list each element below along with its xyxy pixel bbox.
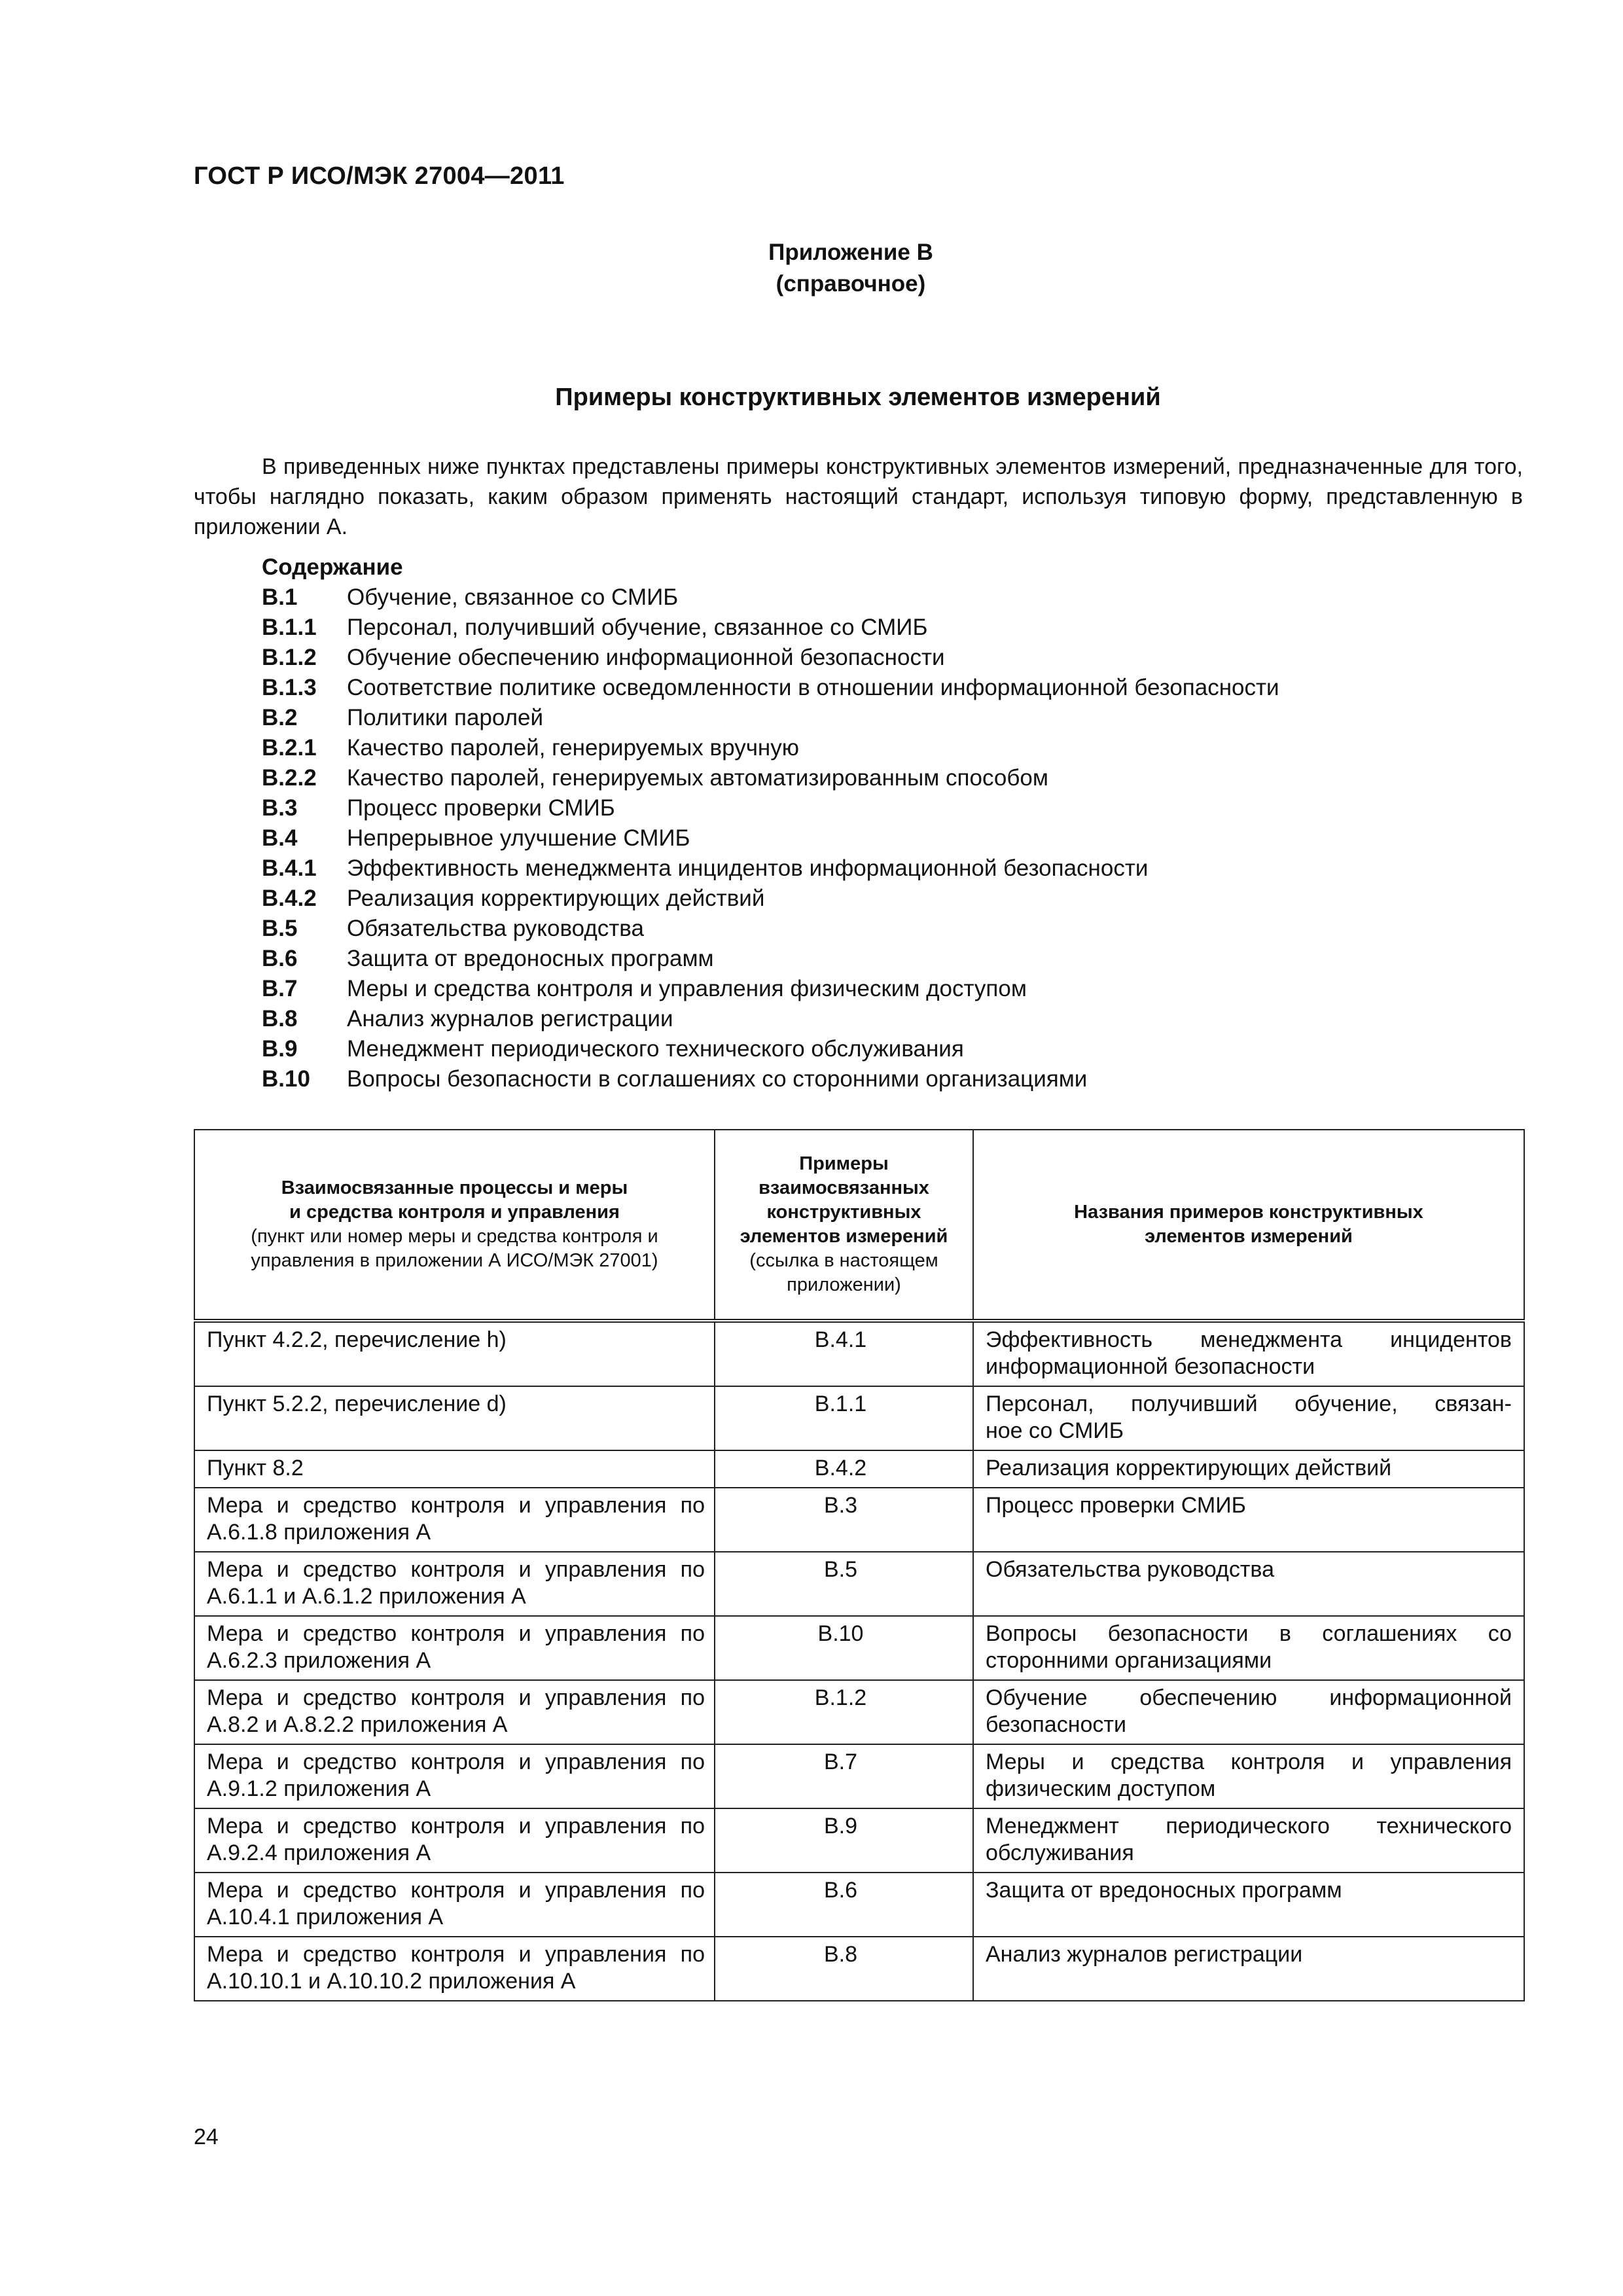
- toc-item-number: В.1.3: [262, 675, 317, 700]
- name-line: безопасности: [986, 1712, 1126, 1737]
- toc-item-number: В.4.1: [262, 855, 317, 881]
- toc-item: [262, 763, 1279, 793]
- name-line: ное со СМИБ: [986, 1418, 1124, 1443]
- name-cell: [973, 1386, 1524, 1450]
- toc-item: [262, 1064, 1279, 1094]
- name-line: информационной безопасности: [986, 1354, 1315, 1379]
- page-number: 24: [194, 2125, 219, 2149]
- table-row: [194, 1386, 1524, 1450]
- reference-cell: В.7: [715, 1744, 973, 1808]
- table-row: [194, 1744, 1524, 1808]
- process-cell: [194, 1386, 715, 1450]
- reference-cell: В.3: [715, 1488, 973, 1552]
- toc-item-number: В.1.2: [262, 645, 317, 670]
- table-header-row: [194, 1130, 1524, 1321]
- process-line: Мера и средство контроля и управления по: [207, 1685, 705, 1710]
- reference-cell: В.6: [715, 1873, 973, 1937]
- name-line: Обязательства руководства: [986, 1557, 1275, 1582]
- toc-item-text: Качество паролей, генерируемых вручную: [347, 735, 800, 761]
- toc-list: [262, 583, 1279, 1094]
- toc-item-text: Вопросы безопасности в соглашениях со сторонними организациями: [347, 1066, 1088, 1092]
- toc-item-number: В.4.2: [262, 886, 317, 911]
- process-line: А.10.10.1 и А.10.10.2 приложения А: [207, 1969, 576, 1994]
- header-names: Названия примеров конструктивных элементов измерений: [973, 1130, 1524, 1321]
- process-line: А.10.4.1 приложения А: [207, 1905, 444, 1929]
- section-title: Примеры конструктивных элементов измерений: [555, 384, 1161, 411]
- toc-item-number: В.9: [262, 1036, 298, 1062]
- name-cell: [973, 1808, 1524, 1873]
- toc-item-text: Меры и средства контроля и управления физическим доступом: [347, 976, 1027, 1001]
- reference-cell: В.9: [715, 1808, 973, 1873]
- toc-item-text: Качество паролей, генерируемых автоматизированным способом: [347, 765, 1048, 791]
- process-cell: [194, 1808, 715, 1873]
- table-row: [194, 1616, 1524, 1680]
- table-row: [194, 1321, 1524, 1386]
- toc-item-number: В.1: [262, 584, 298, 610]
- table-row: [194, 1450, 1524, 1488]
- toc-item-text: Анализ журналов регистрации: [347, 1006, 673, 1031]
- toc-item: [262, 1004, 1279, 1034]
- name-cell: [973, 1450, 1524, 1488]
- toc-item: [262, 823, 1279, 853]
- toc-item: [262, 884, 1279, 914]
- name-line: Обучение обеспечению информационной: [986, 1685, 1512, 1710]
- toc-item-text: Реализация корректирующих действий: [347, 886, 765, 911]
- toc-item-number: В.5: [262, 916, 298, 941]
- header-processes: Взаимосвязанные процессы и меры и средства контроля и управления (пункт или номер меры и средства контроля и управления в приложении А ИСО/МЭК 27001): [194, 1130, 715, 1321]
- name-cell: [973, 1321, 1524, 1386]
- toc-item: [262, 733, 1279, 763]
- name-line: Меры и средства контроля и управления: [986, 1749, 1512, 1774]
- table-row: [194, 1552, 1524, 1616]
- toc-item-text: Защита от вредоносных программ: [347, 946, 714, 971]
- process-line: Мера и средство контроля и управления по: [207, 1493, 705, 1518]
- process-cell: [194, 1450, 715, 1488]
- process-line: А.6.2.3 приложения А: [207, 1648, 431, 1673]
- name-cell: [973, 1873, 1524, 1937]
- toc-item-number: В.3: [262, 795, 298, 821]
- toc-item: [262, 793, 1279, 823]
- toc-item-text: Обучение, связанное со СМИБ: [347, 584, 679, 610]
- reference-cell: В.8: [715, 1937, 973, 2001]
- process-line: Пункт 4.2.2, перечисление h): [207, 1327, 507, 1352]
- process-line: Пункт 5.2.2, перечисление d): [207, 1391, 507, 1416]
- toc-item-text: Обязательства руководства: [347, 916, 644, 941]
- process-line: А.6.1.1 и А.6.1.2 приложения А: [207, 1584, 526, 1609]
- name-line: Вопросы безопасности в соглашениях со: [986, 1621, 1512, 1646]
- process-line: Пункт 8.2: [207, 1456, 304, 1480]
- toc-item-number: В.10: [262, 1066, 310, 1092]
- process-line: Мера и средство контроля и управления по: [207, 1942, 705, 1967]
- process-line: Мера и средство контроля и управления по: [207, 1878, 705, 1903]
- name-cell: [973, 1680, 1524, 1744]
- process-line: А.8.2 и А.8.2.2 приложения А: [207, 1712, 508, 1737]
- name-line: сторонними организациями: [986, 1648, 1272, 1673]
- process-line: А.6.1.8 приложения А: [207, 1520, 431, 1545]
- toc-item-number: В.4: [262, 825, 298, 851]
- intro-paragraph: В приведенных ниже пунктах представлены примеры конструктивных элементов измерений, предназначенные для того, чтобы наглядно показать, каким образом применять настоящий стандарт, используя типовую форму, представленную в приложении А.: [194, 454, 1523, 539]
- name-line: Анализ журналов регистрации: [986, 1942, 1303, 1967]
- toc-item: [262, 1034, 1279, 1064]
- process-cell: [194, 1744, 715, 1808]
- name-line: обслуживания: [986, 1840, 1134, 1865]
- toc-item-number: В.1.1: [262, 615, 317, 640]
- toc-item-text: Процесс проверки СМИБ: [347, 795, 615, 821]
- name-line: Реализация корректирующих действий: [986, 1456, 1392, 1480]
- reference-cell: В.1.1: [715, 1386, 973, 1450]
- toc-item-text: Политики паролей: [347, 705, 544, 730]
- process-line: А.9.2.4 приложения А: [207, 1840, 431, 1865]
- process-cell: [194, 1873, 715, 1937]
- toc-item: [262, 643, 1279, 673]
- name-cell: [973, 1488, 1524, 1552]
- process-line: Мера и средство контроля и управления по: [207, 1749, 705, 1774]
- document-header: ГОСТ Р ИСО/МЭК 27004—2011: [194, 162, 565, 190]
- reference-cell: В.1.2: [715, 1680, 973, 1744]
- process-line: А.9.1.2 приложения А: [207, 1776, 431, 1801]
- process-line: Мера и средство контроля и управления по: [207, 1814, 705, 1839]
- toc-item: [262, 613, 1279, 643]
- toc-item: [262, 944, 1279, 974]
- toc-item-text: Менеджмент периодического технического обслуживания: [347, 1036, 964, 1062]
- name-cell: [973, 1937, 1524, 2001]
- toc-item: [262, 673, 1279, 703]
- name-line: физическим доступом: [986, 1776, 1216, 1801]
- table-body: [194, 1321, 1524, 2001]
- header-examples: Примеры взаимосвязанных конструктивных элементов измерений (ссылка в настоящем приложении): [715, 1130, 973, 1321]
- toc-item: [262, 914, 1279, 944]
- appendix-label: [0, 237, 1623, 300]
- measures-table: [194, 1129, 1525, 2001]
- toc-item-number: В.8: [262, 1006, 298, 1031]
- name-line: Менеджмент периодического технического: [986, 1814, 1512, 1839]
- toc-item-text: Обучение обеспечению информационной безопасности: [347, 645, 945, 670]
- appendix-type: (справочное): [776, 271, 926, 296]
- table-row: [194, 1680, 1524, 1744]
- table-row: [194, 1937, 1524, 2001]
- appendix-title: Приложение В: [768, 240, 933, 265]
- name-cell: [973, 1616, 1524, 1680]
- table-of-contents: [262, 552, 1279, 1094]
- toc-item-text: Эффективность менеджмента инцидентов информационной безопасности: [347, 855, 1149, 881]
- toc-item-text: Соответствие политике осведомленности в отношении информационной безопасности: [347, 675, 1279, 700]
- name-line: Персонал, получивший обучение, связан-: [986, 1391, 1512, 1416]
- process-line: Мера и средство контроля и управления по: [207, 1621, 705, 1646]
- process-line: Мера и средство контроля и управления по: [207, 1557, 705, 1582]
- reference-cell: В.5: [715, 1552, 973, 1616]
- process-cell: [194, 1937, 715, 2001]
- name-line: Защита от вредоносных программ: [986, 1878, 1342, 1903]
- toc-item: [262, 703, 1279, 733]
- name-cell: [973, 1552, 1524, 1616]
- toc-item-number: В.6: [262, 946, 298, 971]
- toc-item-text: Непрерывное улучшение СМИБ: [347, 825, 690, 851]
- toc-item-number: В.2.2: [262, 765, 317, 791]
- toc-item-number: В.7: [262, 976, 298, 1001]
- toc-item-number: В.2.1: [262, 735, 317, 761]
- reference-cell: В.4.2: [715, 1450, 973, 1488]
- table-row: [194, 1808, 1524, 1873]
- contents-heading: Содержание: [262, 554, 403, 580]
- toc-item: [262, 583, 1279, 613]
- process-cell: [194, 1488, 715, 1552]
- name-line: Процесс проверки СМИБ: [986, 1493, 1246, 1518]
- process-cell: [194, 1552, 715, 1616]
- toc-item-text: Персонал, получивший обучение, связанное со СМИБ: [347, 615, 928, 640]
- toc-item: [262, 974, 1279, 1004]
- process-cell: [194, 1616, 715, 1680]
- name-cell: [973, 1744, 1524, 1808]
- table-row: [194, 1488, 1524, 1552]
- toc-item: [262, 853, 1279, 884]
- table-row: [194, 1873, 1524, 1937]
- reference-cell: В.10: [715, 1616, 973, 1680]
- process-cell: [194, 1680, 715, 1744]
- process-cell: [194, 1321, 715, 1386]
- name-line: Эффективность менеджмента инцидентов: [986, 1327, 1512, 1352]
- reference-cell: В.4.1: [715, 1321, 973, 1386]
- toc-item-number: В.2: [262, 705, 298, 730]
